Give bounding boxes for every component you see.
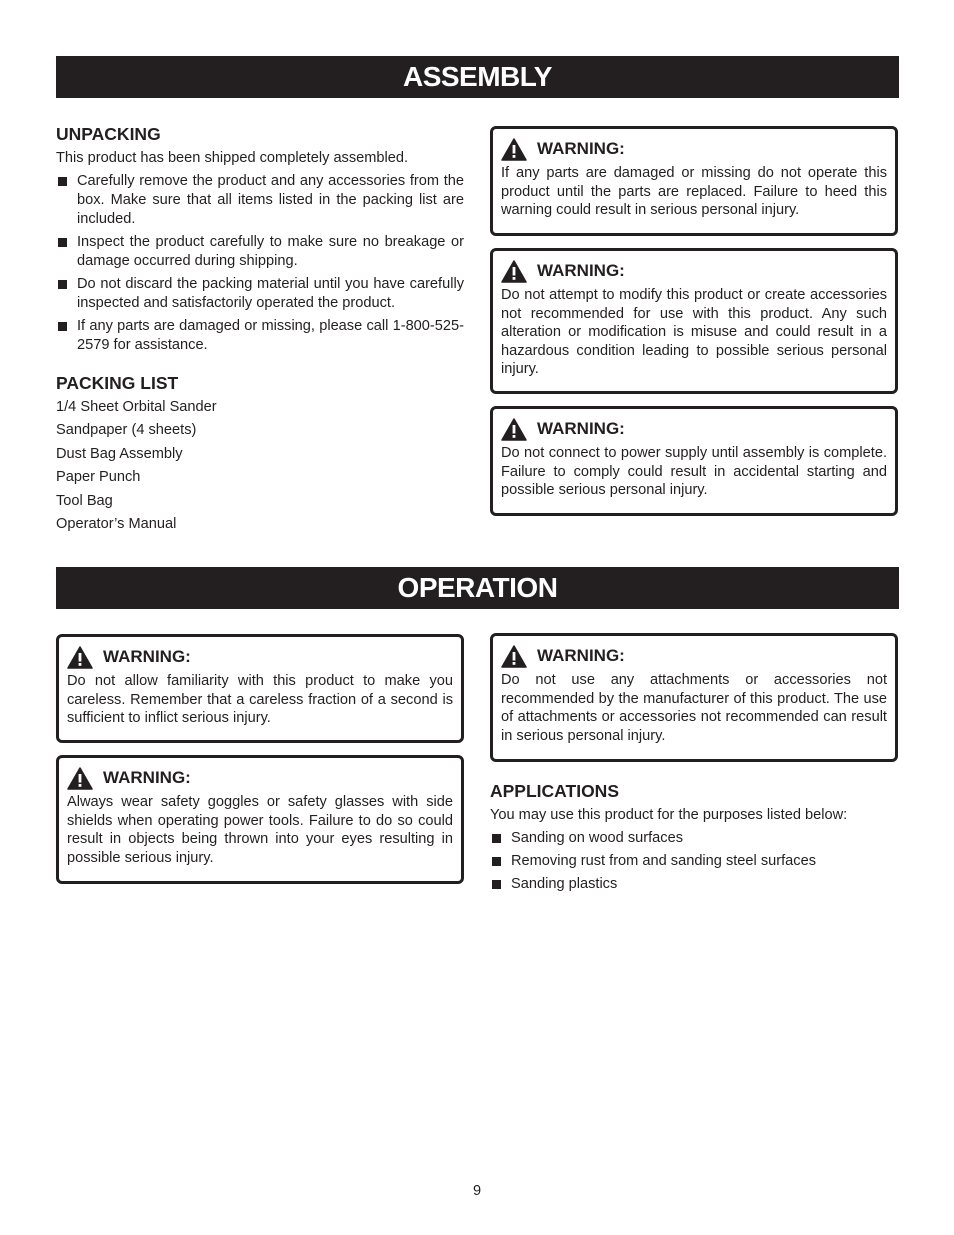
square-bullet-icon (58, 177, 67, 186)
list-item: Do not discard the packing material until you have carefully inspected and satisfactorily operated the product. (56, 275, 464, 313)
warning-triangle-icon (67, 767, 93, 790)
list-item: Inspect the product carefully to make sure no breakage or damage occurred during shipping. (56, 233, 464, 271)
warning-box (490, 126, 898, 236)
warning-text: Do not allow familiarity with this product to make you careless. Remember that a careless fraction of a second is sufficient to inflict serious injury. (67, 673, 453, 727)
warning-box (56, 755, 464, 884)
warning-triangle-icon (501, 645, 527, 668)
warning-label: WARNING: (103, 647, 191, 666)
packing-list (56, 398, 464, 535)
list-item: Removing rust from and sanding steel surfaces (490, 852, 898, 871)
warning-label: WARNING: (537, 139, 625, 158)
list-item: Sandpaper (4 sheets) (56, 422, 197, 438)
applications-intro: You may use this product for the purposes listed below: (490, 807, 848, 823)
warning-triangle-icon (501, 418, 527, 441)
list-item: Tool Bag (56, 492, 113, 509)
warning-text: If any parts are damaged or missing do not operate this product until the parts are replaced. Failure to heed this warning could result in serious personal injury. (501, 165, 887, 219)
square-bullet-icon (58, 322, 67, 331)
warning-text: Do not connect to power supply until assembly is complete. Failure to comply could result in accidental starting and possible serious personal injury. (501, 445, 887, 499)
warning-triangle-icon (67, 646, 93, 669)
applications-heading: APPLICATIONS (490, 781, 619, 801)
list-item: Sanding on wood surfaces (490, 829, 898, 848)
warning-label: WARNING: (537, 261, 625, 280)
warning-triangle-icon (501, 260, 527, 283)
square-bullet-icon (58, 238, 67, 247)
list-item: Carefully remove the product and any accessories from the box. Make sure that all items listed in the packing list are included. (56, 172, 464, 229)
warning-box (490, 406, 898, 516)
applications-list (490, 829, 898, 894)
warning-text: Do not attempt to modify this product or create accessories not recommended for use with this product. Any such alteration or modification is misuse and could result in a hazardous condition leading to possible serious personal injury. (501, 287, 887, 378)
unpacking-section (56, 124, 464, 534)
list-item: Operator’s Manual (56, 516, 177, 532)
unpacking-heading: UNPACKING (56, 124, 161, 144)
list-item: Sanding plastics (490, 875, 898, 894)
square-bullet-icon (58, 280, 67, 289)
list-item: Dust Bag Assembly (56, 445, 183, 462)
warning-text: Always wear safety goggles or safety glasses with side shields when operating power tools. Failure to do so could result in objects being thrown into your eyes resulting in possible serious injury. (67, 794, 453, 866)
page-number: 9 (472, 1183, 482, 1199)
assembly-banner: ASSEMBLY (56, 56, 899, 98)
square-bullet-icon (492, 857, 501, 866)
list-item: 1/4 Sheet Orbital Sander (56, 398, 217, 415)
unpacking-intro: This product has been shipped completely assembled. (56, 150, 409, 166)
unpacking-list (56, 172, 464, 355)
square-bullet-icon (492, 834, 501, 843)
list-item: Paper Punch (56, 469, 141, 485)
warning-box (490, 633, 898, 762)
square-bullet-icon (492, 880, 501, 889)
warning-triangle-icon (501, 138, 527, 161)
applications-section (490, 781, 898, 894)
packing-list-heading: PACKING LIST (56, 373, 179, 393)
warning-box (490, 248, 898, 394)
warning-label: WARNING: (103, 768, 191, 787)
warning-label: WARNING: (537, 419, 625, 438)
warning-text: Do not use any attachments or accessories not recommended by the manufacturer of this product. The use of attachments or accessories not recommended can result in serious personal injury. (501, 672, 887, 744)
warning-label: WARNING: (537, 646, 625, 665)
warning-box (56, 634, 464, 743)
operation-banner: OPERATION (56, 567, 899, 609)
list-item: If any parts are damaged or missing, please call 1-800-525-2579 for assistance. (56, 317, 464, 355)
